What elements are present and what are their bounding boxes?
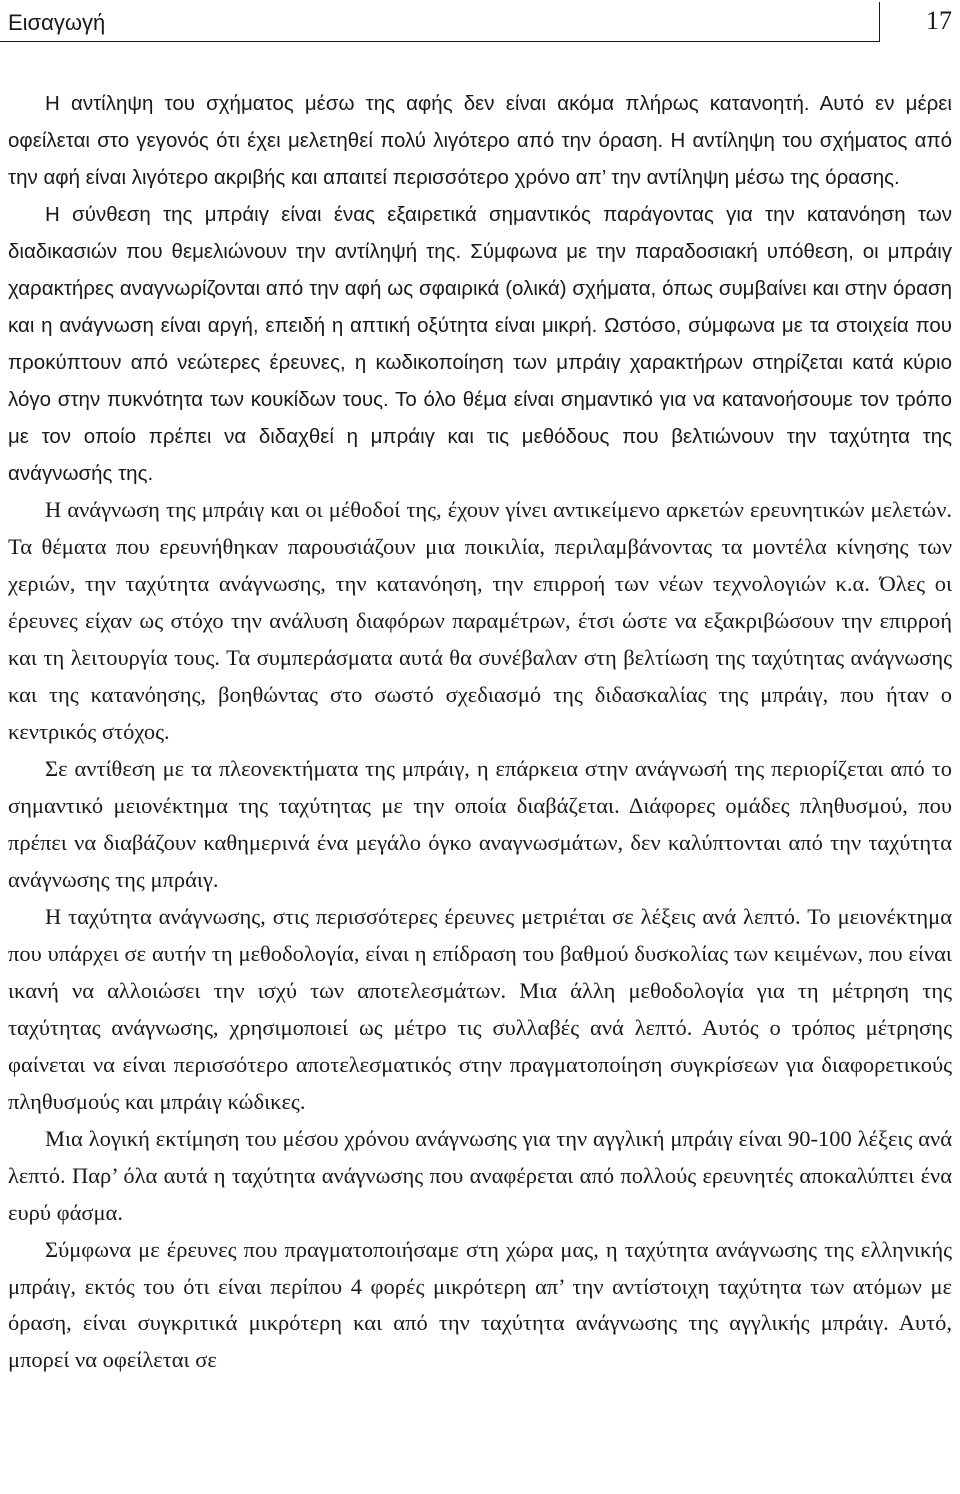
paragraph-5: Η ταχύτητα ανάγνωσης, στις περισσότερες έρευνες μετριέται σε λέξεις ανά λεπτό. Το μειονέκτημα που υπάρχει σε αυτήν τη μεθοδολογία, είναι η επίδραση του βαθμού δυσκολίας των κειμένων, που είναι ικανή να αλλοιώσει την ισχύ των αποτελεσμάτων. Μια άλλη μεθοδολογία για τη μέτρηση της ταχύτητας ανάγνωσης, χρησιμοποιεί ως μέτρο τις συλλαβές ανά λεπτό. Αυτός ο τρόπος μέτρησης φαίνεται να είναι περισσότερο αποτελεσματικός στην πραγματοποίηση συγκρίσεων για διαφορετικούς πληθυσμούς και μπράιγ κώδικες.: [8, 903, 952, 1114]
paragraph-4: Σε αντίθεση με τα πλεονεκτήματα της μπράιγ, η επάρκεια στην ανάγνωσή της περιορίζεται από το σημαντικό μειονέκτημα της ταχύτητας με την οποία διαβάζεται. Διάφορες ομάδες πληθυσμού, που πρέπει να διαβάζουν καθημερινά ένα μεγάλο όγκο αναγνωσμάτων, δεν καλύπτονται από την ταχύτητα ανάγνωσης της μπράιγ.: [8, 756, 952, 893]
running-header: [0, 0, 960, 44]
paragraph-6: Μια λογική εκτίμηση του μέσου χρόνου ανάγνωσης για την αγγλική μπράιγ είναι 90-100 λέξεις ανά λεπτό. Παρ’ όλα αυτά η ταχύτητα ανάγνωσης που αναφέρεται από πολλούς ερευνητές αποκαλύπτει ένα ευρύ φάσμα.: [8, 1125, 952, 1225]
page-body: [8, 86, 952, 1379]
section-title: Εισαγωγή: [8, 10, 106, 35]
paragraph-1: Η αντίληψη του σχήματος μέσω της αφής δεν είναι ακόμα πλήρως κατανοητή. Αυτό εν μέρει οφείλεται στο γεγονός ότι έχει μελετηθεί πολύ λιγότερο από την όραση. Η αντίληψη του σχήματος από την αφή είναι λιγότερο ακριβής και απαιτεί περισσότερο χρόνο απ’ την αντίληψη μέσω της όρασης.: [8, 92, 952, 189]
paragraph-7: Σύμφωνα με έρευνες που πραγματοποιήσαμε στη χώρα μας, η ταχύτητα ανάγνωσης της ελληνικής μπράιγ, εκτός του ότι είναι περίπου 4 φορές μικρότερη απ’ την αντίστοιχη ταχύτητα των ατόμων με όραση, είναι συγκριτικά μικρότερη και από την ταχύτητα ανάγνωσης της αγγλικής μπράιγ. Αυτό, μπορεί να οφείλεται σε: [8, 1236, 952, 1373]
page-number: 17: [926, 6, 952, 35]
paragraph-3: Η ανάγνωση της μπράιγ και οι μέθοδοί της, έχουν γίνει αντικείμενο αρκετών ερευνητικών μελετών. Τα θέματα που ερευνήθηκαν παρουσιάζουν μια ποικιλία, περιλαμβάνοντας τα μοντέλα κίνησης των χεριών, την ταχύτητα ανάγνωσης, την κατανόηση, την επιρροή των νέων τεχνολογιών κ.α. Όλες οι έρευνες είχαν ως στόχο την ανάλυση διαφόρων παραμέτρων, έτσι ώστε να εξακριβώσουν την επιρροή και τη λειτουργία τους. Τα συμπεράσματα αυτά θα συνέβαλαν στη βελτίωση της ταχύτητας ανάγνωσης και της κατανόησης, βοηθώντας στο σωστό σχεδιασμό της διδασκαλίας της μπράιγ, που ήταν ο κεντρικός στόχος.: [8, 497, 952, 745]
header-divider: [879, 2, 880, 42]
paragraph-2: Η σύνθεση της μπράιγ είναι ένας εξαιρετικά σημαντικός παράγοντας για την κατανόηση των διαδικασιών που θεμελιώνουν την αντίληψή της. Σύμφωνα με την παραδοσιακή υπόθεση, οι μπράιγ χαρακτήρες αναγνωρίζονται από την αφή ως σφαιρικά (ολικά) σχήματα, όπως συμβαίνει και στην όραση και η ανάγνωση είναι αργή, επειδή η απτική οξύτητα είναι μικρή. Ωστόσο, σύμφωνα με τα στοιχεία που προκύπτουν από νεώτερες έρευνες, η κωδικοποίηση των μπράιγ χαρακτήρων στηρίζεται κατά κύριο λόγο στην πυκνότητα των κουκίδων τους. Το όλο θέμα είναι σημαντικό για να κατανοήσουμε τον τρόπο με τον οποίο πρέπει να διδαχθεί η μπράιγ και τις μεθόδους που βελτιώνουν την ταχύτητα της ανάγνωσής της.: [8, 202, 952, 485]
header-rule: [0, 41, 880, 42]
